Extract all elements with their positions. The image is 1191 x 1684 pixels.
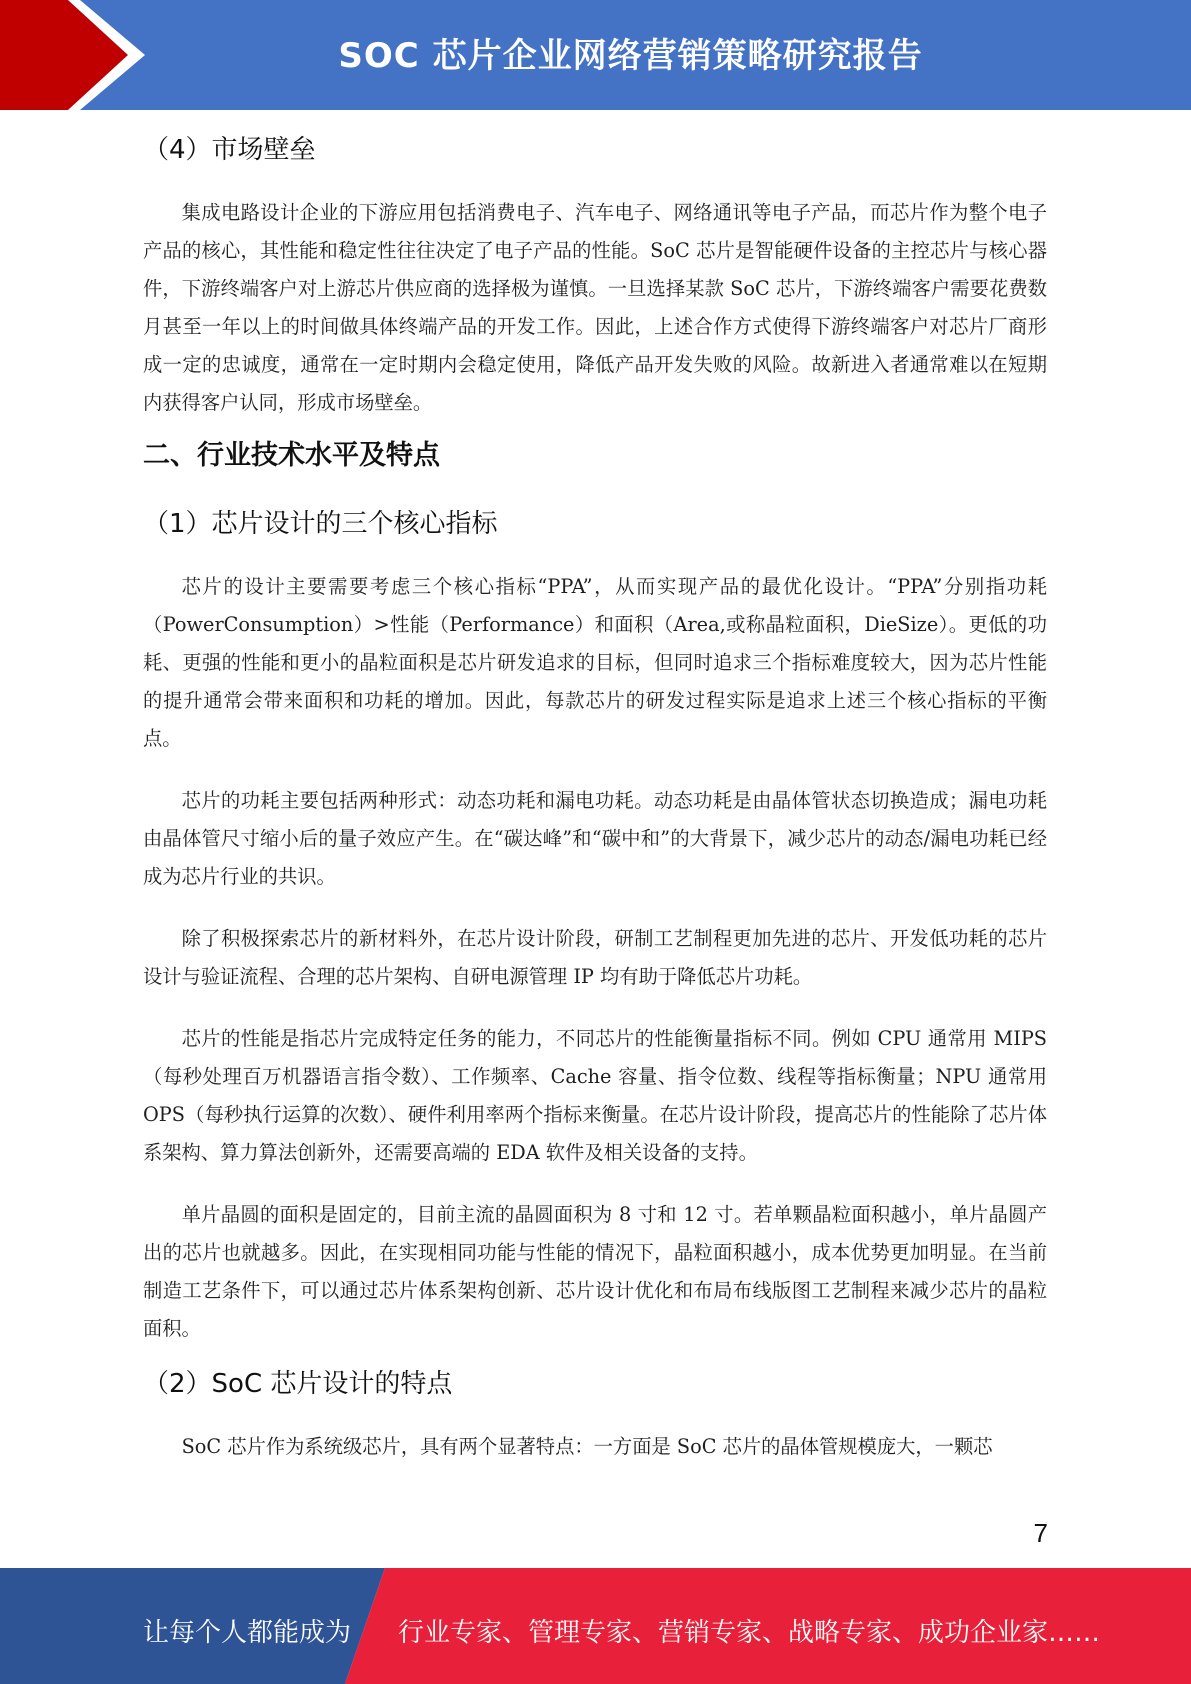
paragraph-soc-features: SoC 芯片作为系统级芯片，具有两个显著特点：一方面是 SoC 芯片的晶体管规模庞大，一颗芯 bbox=[181, 1435, 993, 1458]
page-footer bbox=[0, 1568, 1191, 1684]
heading-market-barrier: （4）市场壁垒 bbox=[143, 135, 316, 165]
paragraph-ppa: 芯片的设计主要需要考虑三个核心指标“PPA”，从而实现产品的最优化设计。“PPA”分别指功耗（PowerConsumption）>性能（Performance）和面积（Area,或称晶粒面积，DieSize）。更低的功耗、更强的性能和更小的晶粒面积是芯片研发追求的目标，但同时追求三个指标难度较大，因为芯片性能的提升通常会带来面积和功耗的增加。因此，每款芯片的研发过程实际是追求上述三个核心指标的平衡点。 bbox=[143, 575, 1047, 750]
paragraph-market-barrier: 集成电路设计企业的下游应用包括消费电子、汽车电子、网络通讯等电子产品，而芯片作为整个电子产品的核心，其性能和稳定性往往决定了电子产品的性能。SoC 芯片是智能硬件设备的主控芯片与核心器件，下游终端客户对上游芯片供应商的选择极为谨慎。一旦选择某款 SoC 芯片，下游终端客户需要花费数月甚至一年以上的时间做具体终端产品的开发工作。因此，上述合作方式使得下游终端客户对芯片厂商形成一定的忠诚度，通常在一定时期内会稳定使用，降低产品开发失败的风险。故新进入者通常难以在短期内获得客户认同，形成市场壁垒。 bbox=[143, 201, 1047, 414]
page-header bbox=[0, 0, 1191, 110]
paragraph-materials: 除了积极探索芯片的新材料外，在芯片设计阶段，研制工艺制程更加先进的芯片、开发低功耗的芯片设计与验证流程、合理的芯片架构、自研电源管理 IP 均有助于降低芯片功耗。 bbox=[143, 927, 1047, 988]
footer-slogan-right: 行业专家、管理专家、营销专家、战略专家、成功企业家…… bbox=[398, 1618, 1101, 1648]
paragraph-performance: 芯片的性能是指芯片完成特定任务的能力，不同芯片的性能衡量指标不同。例如 CPU 通常用 MIPS（每秒处理百万机器语言指令数）、工作频率、Cache 容量、指令位数、线程等指标衡量；NPU 通常用 OPS（每秒执行运算的次数）、硬件利用率两个指标来衡量。在芯片设计阶段，提高芯片的性能除了芯片体系架构、算力算法创新外，还需要高端的 EDA 软件及相关设备的支持。 bbox=[143, 1027, 1047, 1164]
paragraph-area: 单片晶圆的面积是固定的，目前主流的晶圆面积为 8 寸和 12 寸。若单颗晶粒面积越小，单片晶圆产出的芯片也就越多。因此，在实现相同功能与性能的情况下，晶粒面积越小，成本优势更加明显。在当前制造工艺条件下，可以通过芯片体系架构创新、芯片设计优化和布局布线版图工艺制程来减少芯片的晶粒面积。 bbox=[143, 1203, 1047, 1340]
heading-core-indicators: （1）芯片设计的三个核心指标 bbox=[143, 509, 498, 539]
page-content bbox=[143, 128, 1047, 1466]
heading-section-two: 二、行业技术水平及特点 bbox=[143, 440, 440, 471]
page-number: 7 bbox=[1033, 1518, 1048, 1548]
document-title: SOC 芯片企业网络营销策略研究报告 bbox=[338, 36, 923, 76]
paragraph-power: 芯片的功耗主要包括两种形式：动态功耗和漏电功耗。动态功耗是由晶体管状态切换造成；漏电功耗由晶体管尺寸缩小后的量子效应产生。在“碳达峰”和“碳中和”的大背景下，减少芯片的动态/漏电功耗已经成为芯片行业的共识。 bbox=[143, 789, 1047, 888]
heading-soc-features: （2）SoC 芯片设计的特点 bbox=[143, 1369, 453, 1399]
footer-slogan-left: 让每个人都能成为 bbox=[143, 1618, 352, 1648]
